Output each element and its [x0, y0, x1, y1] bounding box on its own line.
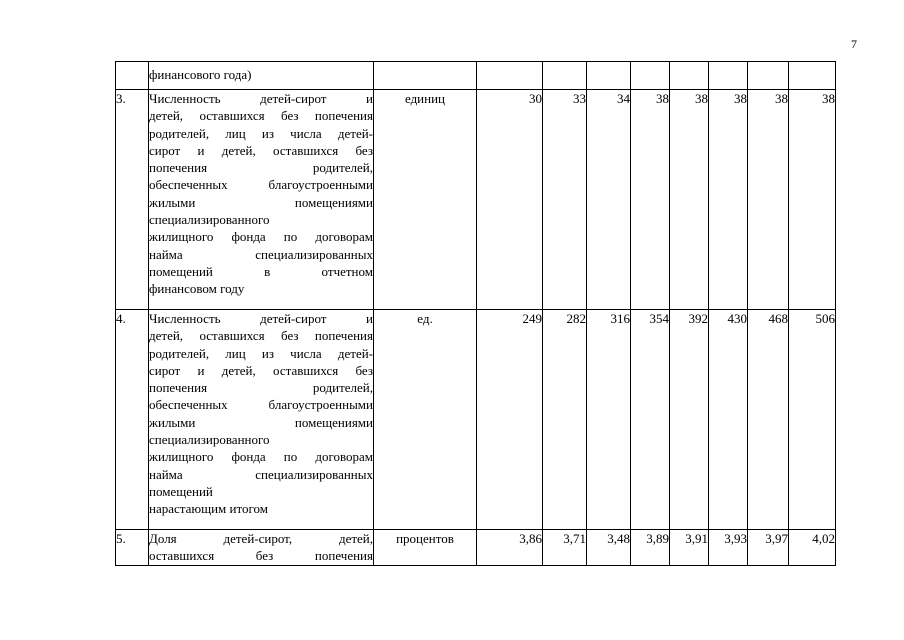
value-cell: 38: [631, 90, 670, 310]
description-line: финансового года): [149, 67, 252, 82]
description-line: сирот и детей, оставшихся без: [149, 362, 373, 378]
value-cell: 249: [477, 310, 543, 530]
value-cell: 3,71: [543, 530, 587, 566]
description-line: Численность детей-сирот и: [149, 311, 373, 326]
description-line: найма специализированных: [149, 466, 373, 482]
description-line: родителей, лиц из числа детей-: [149, 125, 373, 141]
value-cell: 38: [670, 90, 709, 310]
value-cell: 3,86: [477, 530, 543, 566]
value-cell: 430: [709, 310, 748, 530]
table-row: [116, 310, 836, 530]
value-cell: 33: [543, 90, 587, 310]
value-cell: [748, 62, 789, 90]
description-line: сирот и детей, оставшихся без: [149, 142, 373, 158]
unit-cell: процентов: [374, 530, 477, 566]
value-cell: 34: [587, 90, 631, 310]
description-line: попечения родителей,: [149, 160, 373, 176]
description-line: родителей, лиц из числа детей-: [149, 345, 373, 361]
description-line: жилыми помещениями: [149, 194, 373, 210]
page-number: 7: [851, 37, 857, 51]
value-cell: 3,91: [670, 530, 709, 566]
indicators-table: [115, 61, 836, 566]
value-cell: 316: [587, 310, 631, 530]
value-cell: [631, 62, 670, 90]
description-line: помещений в отчетном: [149, 263, 373, 279]
description-line: специализированного: [149, 212, 270, 228]
description-line: найма специализированных: [149, 246, 373, 262]
value-cell: [477, 62, 543, 90]
indicator-description: [149, 62, 374, 90]
value-cell: [789, 62, 836, 90]
value-cell: 282: [543, 310, 587, 530]
indicator-description: [149, 310, 374, 530]
value-cell: [543, 62, 587, 90]
row-number: 5.: [116, 530, 149, 566]
unit-cell: ед.: [374, 310, 477, 530]
value-cell: 4,02: [789, 530, 836, 566]
value-cell: 468: [748, 310, 789, 530]
table-row: [116, 530, 836, 566]
table-body: [116, 62, 836, 566]
description-line: обеспеченных благоустроенными: [149, 177, 373, 193]
table-row: [116, 90, 836, 310]
description-line: жилищного фонда по договорам: [149, 229, 373, 245]
value-cell: 3,89: [631, 530, 670, 566]
value-cell: 38: [709, 90, 748, 310]
row-number: 3.: [116, 90, 149, 310]
description-line: оставшихся без попечения: [149, 548, 373, 564]
value-cell: 38: [789, 90, 836, 310]
value-cell: 30: [477, 90, 543, 310]
description-line: помещений: [149, 483, 213, 499]
description-line: детей, оставшихся без попечения: [149, 328, 373, 344]
description-line: Доля детей-сирот, детей,: [149, 531, 373, 546]
value-cell: 3,93: [709, 530, 748, 566]
value-cell: 506: [789, 310, 836, 530]
value-cell: [670, 62, 709, 90]
value-cell: 354: [631, 310, 670, 530]
indicator-description: [149, 530, 374, 566]
description-line: попечения родителей,: [149, 380, 373, 396]
unit-cell: [374, 62, 477, 90]
value-cell: 3,48: [587, 530, 631, 566]
indicator-description: [149, 90, 374, 310]
description-line: детей, оставшихся без попечения: [149, 108, 373, 124]
row-number-cell: [116, 62, 149, 90]
description-line: Численность детей-сирот и: [149, 91, 373, 106]
description-line: финансовом году: [149, 281, 245, 297]
value-cell: 3,97: [748, 530, 789, 566]
value-cell: 38: [748, 90, 789, 310]
value-cell: [709, 62, 748, 90]
description-line: жилыми помещениями: [149, 414, 373, 430]
description-line: жилищного фонда по договорам: [149, 449, 373, 465]
table-row: [116, 62, 836, 90]
row-number: 4.: [116, 310, 149, 530]
description-line: нарастающим итогом: [149, 501, 268, 517]
value-cell: [587, 62, 631, 90]
description-line: обеспеченных благоустроенными: [149, 397, 373, 413]
value-cell: 392: [670, 310, 709, 530]
unit-cell: единиц: [374, 90, 477, 310]
description-line: специализированного: [149, 432, 270, 448]
